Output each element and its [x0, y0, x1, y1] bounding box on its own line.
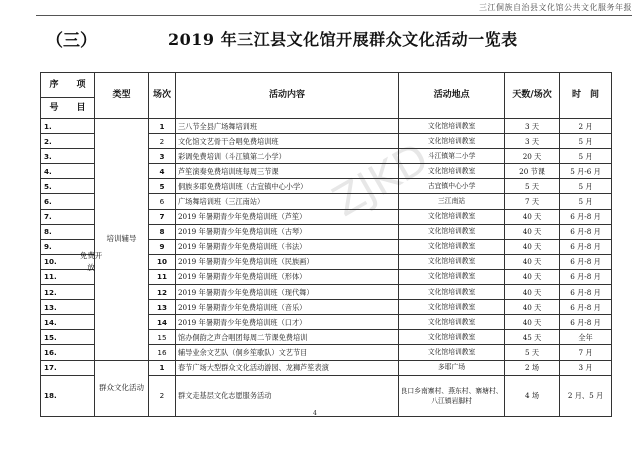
row-content: 三八节全县广场舞培训班 [175, 119, 398, 134]
row-seq: 2. [41, 134, 95, 149]
row-days: 40 天 [505, 269, 560, 284]
row-content: 文化馆文艺骨干合唱免费培训班 [175, 134, 398, 149]
row-seq: 16. [41, 345, 95, 360]
row-location: 文化馆培训教室 [399, 345, 505, 360]
row-seq: 8. [41, 224, 95, 239]
row-time: 6 月-8 月 [560, 254, 612, 269]
row-time: 2 月、5 月 [560, 375, 612, 416]
row-time: 6 月-8 月 [560, 285, 612, 300]
row-days: 2 场 [505, 360, 560, 375]
row-no: 3 [148, 149, 175, 164]
row-seq: 12. [41, 285, 95, 300]
document-title: 2019 年三江县文化馆开展群众文化活动一览表 [168, 30, 518, 49]
row-no: 14 [148, 315, 175, 330]
row-time: 5 月 [560, 149, 612, 164]
row-no: 6 [148, 194, 175, 209]
row-no: 7 [148, 209, 175, 224]
row-time: 7 月 [560, 345, 612, 360]
row-seq: 3. [41, 149, 95, 164]
row-location: 文化馆培训教室 [399, 209, 505, 224]
row-days: 5 天 [505, 179, 560, 194]
row-days: 40 天 [505, 239, 560, 254]
row-days: 40 天 [505, 224, 560, 239]
row-seq: 5. [41, 179, 95, 194]
row-days: 4 场 [505, 375, 560, 416]
row-time: 6 月-8 月 [560, 269, 612, 284]
row-no: 16 [148, 345, 175, 360]
row-content: 2019 年暑期青少年免费培训班（书法） [175, 239, 398, 254]
row-location: 文化馆培训教室 [399, 239, 505, 254]
row-content: 彩调免费培训（斗江镇第二小学） [175, 149, 398, 164]
row-days: 45 天 [505, 330, 560, 345]
row-seq: 9. [41, 239, 95, 254]
watermark: ZJKD [324, 133, 437, 226]
row-time: 6 月-8 月 [560, 239, 612, 254]
row-no: 12 [148, 285, 175, 300]
row-time: 3 月 [560, 360, 612, 375]
row-content: 侗族多耶免费培训班（古宜镇中心小学） [175, 179, 398, 194]
row-days: 20 天 [505, 149, 560, 164]
title-row [40, 22, 600, 52]
row-content: 2019 年暑期青少年免费培训班（古琴） [175, 224, 398, 239]
activity-table [40, 72, 612, 417]
row-content: 群文走基层文化志愿服务活动 [175, 375, 398, 416]
table-row [41, 119, 612, 134]
row-seq: 15. [41, 330, 95, 345]
row-days: 40 天 [505, 285, 560, 300]
row-location: 文化馆培训教室 [399, 119, 505, 134]
row-location: 文化馆培训教室 [399, 330, 505, 345]
row-seq: 11. [41, 269, 95, 284]
row-time: 5 月 [560, 179, 612, 194]
row-days: 40 天 [505, 300, 560, 315]
row-location: 文化馆培训教室 [399, 224, 505, 239]
row-days: 40 天 [505, 209, 560, 224]
row-time: 5 月 [560, 194, 612, 209]
row-location: 古宜镇中心小学 [399, 179, 505, 194]
header-time: 时 间 [560, 73, 612, 119]
group-free-open: 免费开放 [79, 251, 103, 272]
header-rule [36, 15, 632, 16]
row-location: 斗江镇第二小学 [399, 149, 505, 164]
row-days: 5 天 [505, 345, 560, 360]
group-training: 培训辅导 [94, 119, 148, 361]
row-time: 6 月-8 月 [560, 209, 612, 224]
row-time: 全年 [560, 330, 612, 345]
row-content: 芦笙演奏免费培训班每周三节课 [175, 164, 398, 179]
table-row [41, 360, 612, 375]
row-days: 3 天 [505, 134, 560, 149]
row-no: 9 [148, 239, 175, 254]
row-content: 春节广场大型群众文化活动游园、龙狮芦笙表演 [175, 360, 398, 375]
header-seq-item-bottom: 号 目 [41, 98, 95, 119]
section-number: （三） [46, 31, 97, 51]
row-seq: 13. [41, 300, 95, 315]
row-days: 20 节课 [505, 164, 560, 179]
row-location: 文化馆培训教室 [399, 134, 505, 149]
row-content: 广场舞培训班（三江南站） [175, 194, 398, 209]
table-header-row [41, 73, 612, 98]
row-no: 2 [148, 134, 175, 149]
row-time: 2 月 [560, 119, 612, 134]
row-time: 5 月 [560, 134, 612, 149]
row-content: 辅导业余文艺队（侗乡笙歌队）文艺节目 [175, 345, 398, 360]
row-no: 1 [148, 119, 175, 134]
row-seq: 10. [41, 254, 95, 269]
row-content: 2019 年暑期青少年免费培训班（口才） [175, 315, 398, 330]
header-seq-item: 序 项 [41, 73, 95, 98]
row-days: 40 天 [505, 315, 560, 330]
row-days: 40 天 [505, 254, 560, 269]
row-no: 8 [148, 224, 175, 239]
row-location: 文化馆培训教室 [399, 254, 505, 269]
row-seq: 6. [41, 194, 95, 209]
row-seq: 4. [41, 164, 95, 179]
row-location: 文化馆培训教室 [399, 164, 505, 179]
row-no: 10 [148, 254, 175, 269]
row-content: 馆办侗韵之声合唱团每周二节课免费培训 [175, 330, 398, 345]
header-count: 场次 [148, 73, 175, 119]
row-no: 15 [148, 330, 175, 345]
row-location: 文化馆培训教室 [399, 285, 505, 300]
header-type: 类型 [94, 73, 148, 119]
row-no: 13 [148, 300, 175, 315]
row-seq: 18. [41, 375, 95, 416]
row-location: 三江南站 [399, 194, 505, 209]
row-location: 良口乡南寨村、燕东村、寨塘村、八江镇岩脚村 [399, 375, 505, 416]
row-time: 5 月-6 月 [560, 164, 612, 179]
group-mass-activity: 群众文化活动 [94, 360, 148, 416]
row-seq: 14. [41, 315, 95, 330]
page-header: 三江侗族自治县文化馆公共文化服务年报 [479, 3, 632, 12]
row-seq: 17. [41, 360, 95, 375]
row-no: 5 [148, 179, 175, 194]
row-content: 2019 年暑期青少年免费培训班（现代舞） [175, 285, 398, 300]
row-days: 3 天 [505, 119, 560, 134]
header-content: 活动内容 [175, 73, 398, 119]
row-no: 2 [148, 375, 175, 416]
row-seq: 1. [41, 119, 95, 134]
row-content: 2019 年暑期青少年免费培训班（芦笙） [175, 209, 398, 224]
row-no: 4 [148, 164, 175, 179]
page-number: 4 [313, 410, 317, 417]
header-location: 活动地点 [399, 73, 505, 119]
row-time: 6 月-8 月 [560, 300, 612, 315]
row-content: 2019 年暑期青少年免费培训班（形体） [175, 269, 398, 284]
row-no: 11 [148, 269, 175, 284]
row-time: 6 月-8 月 [560, 315, 612, 330]
row-no: 1 [148, 360, 175, 375]
row-seq: 7. [41, 209, 95, 224]
row-location: 文化馆培训教室 [399, 300, 505, 315]
row-time: 6 月-8 月 [560, 224, 612, 239]
row-content: 2019 年暑期青少年免费培训班（音乐） [175, 300, 398, 315]
row-location: 多耶广场 [399, 360, 505, 375]
row-content: 2019 年暑期青少年免费培训班（民族画） [175, 254, 398, 269]
row-location: 文化馆培训教室 [399, 315, 505, 330]
row-days: 7 天 [505, 194, 560, 209]
header-days: 天数/场次 [505, 73, 560, 119]
row-location: 文化馆培训教室 [399, 269, 505, 284]
